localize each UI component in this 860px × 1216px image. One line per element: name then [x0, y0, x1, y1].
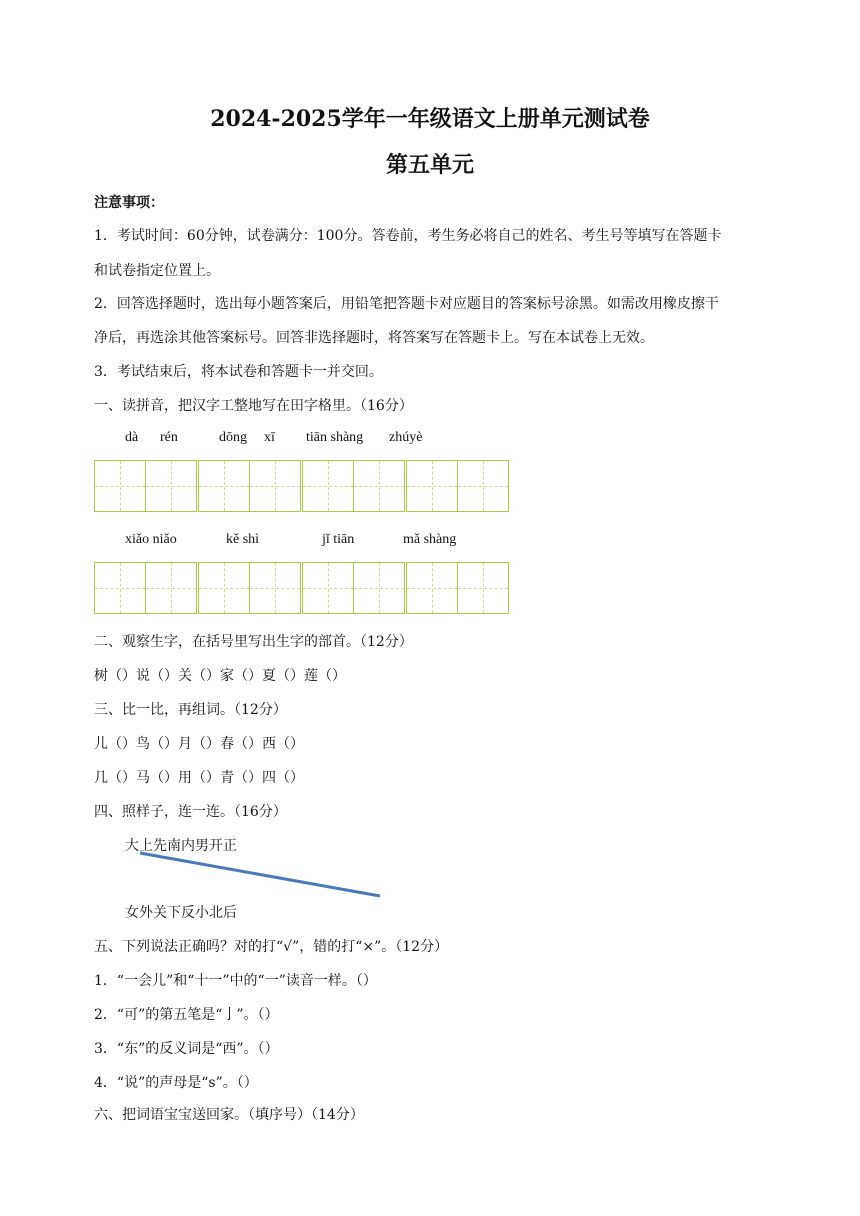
pinyin: dōng: [219, 430, 247, 445]
pinyin: jǐ tiān: [322, 532, 355, 547]
connector-line: [140, 853, 380, 896]
q2-heading: 二、观察生字，在括号里写出生字的部首。（12分）: [94, 634, 413, 650]
pinyin: xī: [264, 430, 275, 445]
pinyin: kě shì: [226, 532, 260, 547]
q5-item-2: 2．“可”的第五笔是“亅”。（）: [94, 1007, 279, 1023]
note-line-1: 1．考试时间：60分钟，试卷满分：100分。答卷前，考生务必将自己的姓名、考生号等填写在答题卡: [94, 228, 722, 244]
q3-line-2: 几（）马（）用（）青（）四（）: [94, 770, 304, 786]
notes-heading: 注意事项：: [94, 195, 164, 211]
pinyin: zhúyè: [389, 430, 423, 445]
q4-bottom-words: 女外关下反小北后: [125, 905, 237, 921]
q3-heading: 三、比一比，再组词。（12分）: [94, 702, 287, 718]
pinyin: dà: [125, 430, 139, 445]
pinyin: rén: [160, 430, 178, 445]
q2-line: 树（）说（）关（）家（）夏（）莲（）: [94, 668, 346, 684]
pinyin: tiān shàng: [306, 430, 364, 445]
unit-subtitle: 第五单元: [385, 152, 474, 178]
pinyin: mǎ shàng: [403, 532, 457, 547]
q3-line-1: 儿（）鸟（）月（）春（）西（）: [94, 736, 304, 752]
q1-heading: 一、读拼音，把汉字工整地写在田字格里。（16分）: [94, 398, 413, 414]
note-line-4: 净后，再选涂其他答案标号。回答非选择题时，将答案写在答题卡上。写在本试卷上无效。: [94, 330, 654, 346]
q6-heading: 六、把词语宝宝送回家。（填序号）（14分）: [94, 1107, 364, 1123]
note-line-2: 和试卷指定位置上。: [94, 263, 220, 279]
q5-item-1: 1．“一会儿”和“十一”中的“一”读音一样。（）: [94, 973, 377, 989]
q4-top-words: 大上先南内男开正: [125, 838, 237, 854]
q5-item-3: 3．“东”的反义词是“西”。（）: [94, 1041, 279, 1057]
note-line-5: 3．考试结束后，将本试卷和答题卡一并交回。: [94, 364, 383, 380]
q5-heading: 五、下列说法正确吗？对的打“√”，错的打“×”。（12分）: [94, 939, 449, 955]
pinyin: xiǎo niǎo: [125, 532, 177, 547]
q5-item-4: 4．“说”的声母是“s”。（）: [94, 1075, 258, 1091]
q4-heading: 四、照样子，连一连。（16分）: [94, 804, 287, 820]
note-line-3: 2．回答选择题时，选出每小题答案后，用铅笔把答题卡对应题目的答案标号涂黑。如需改用橡皮擦干: [94, 296, 719, 312]
exam-title: 2024-2025学年一年级语文上册单元测试卷: [210, 106, 650, 132]
